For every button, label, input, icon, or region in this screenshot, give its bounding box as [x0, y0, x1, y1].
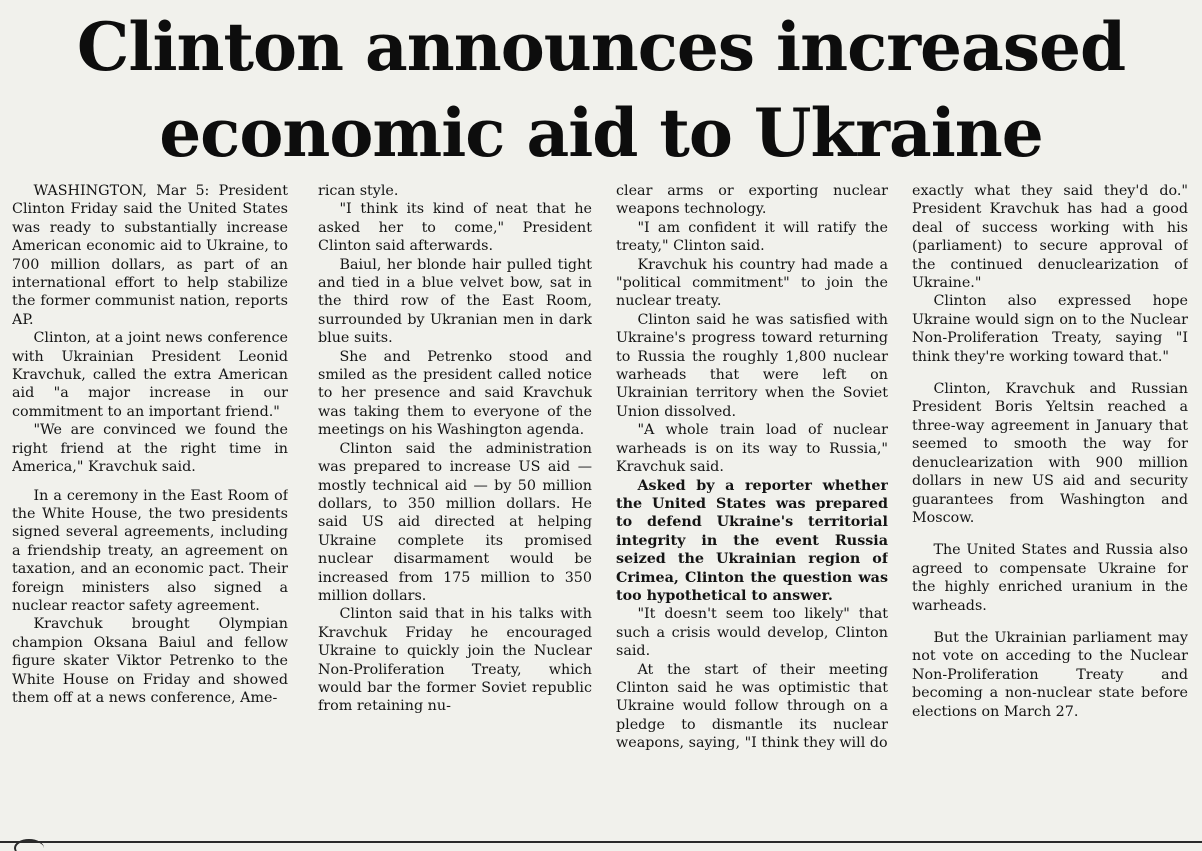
paragraph: Baiul, her blonde hair pulled tight and tied in a blue velvet bow, sat in the third row of the East Room, surrounded by Ukranian men in dark blue suits. [318, 256, 592, 347]
paragraph: exactly what they said they'd do." President Kravchuk has had a good deal of success working with his (parliament) to secure approval of the continued denuclearization of Ukraine." [912, 183, 1188, 292]
paragraph: Kravchuk brought Olympian champion Oksana Baiul and fellow figure skater Viktor Petrenko to the White House on Friday and showed them off at a news conference, Ame- [12, 616, 288, 706]
paragraph: clear arms or exporting nuclear weapons technology. [616, 183, 888, 218]
headline-line-2: economic aid to Ukraine [159, 94, 1043, 172]
paragraph: She and Petrenko stood and smiled as the president called notice to her presence and said Kravchuk was taking them to everyone of the meetings on his Washington agenda. [318, 348, 592, 439]
paragraph: Clinton said the administration was prepared to increase US aid — mostly technical aid — by 50 million dollars, to 350 million dollars. He said US aid directed at helping Ukraine complete its promised nuclear disarmament would be increased from 175 million to 350 million dollars. [318, 440, 592, 604]
paragraph: The United States and Russia also agreed to compensate Ukraine for the highly enriched uranium in the warheads. [912, 542, 1188, 614]
paragraph: "We are convinced we found the right friend at the right time in America," Kravchuk said. [12, 422, 288, 476]
bottom-border [0, 841, 1202, 843]
paragraph: Clinton said he was satisfied with Ukraine's progress toward returning to Russia the roughly 1,800 nuclear warheads that were left on Ukrainian territory when the Soviet Union dissolved. [616, 311, 888, 420]
paragraph: Clinton also expressed hope Ukraine would sign on to the Nuclear Non-Proliferation Treaty, saying "I think they're working toward that." [912, 293, 1188, 365]
paragraph: "I think its kind of neat that he asked her to come," President Clinton said afterwards. [318, 201, 592, 255]
paragraph: Clinton, at a joint news conference with Ukrainian President Leonid Kravchuk, called the extra American aid "a major increase in our commitment to an important friend." [12, 330, 288, 420]
paragraph: WASHINGTON, Mar 5: President Clinton Friday said the United States was ready to substantially increase American economic aid to Ukraine, to 700 million dollars, as part of an international effort to help stabilize the former communist nation, reports AP. [12, 183, 288, 328]
paragraph: But the Ukrainian parliament may not vote on acceding to the Nuclear Non-Proliferation Treaty and becoming a non-nuclear state before elections on March 27. [912, 629, 1188, 720]
paragraph: In a ceremony in the East Room of the White House, the two presidents signed several agreements, including a friendship treaty, an agreement on taxation, and an economic pact. Their foreign ministers also signed a nuclear reactor safety agreement. [12, 487, 288, 614]
paragraph: Asked by a reporter whether the United States was prepared to defend Ukraine's territorial integrity in the event Russia seized the Ukrainian region of Crimea, Clinton the question was too hypothetical to answer. [616, 477, 888, 604]
paragraph: At the start of their meeting Clinton said he was optimistic that Ukraine would follow through on a pledge to dismantle its nuclear weapons, saying, "I think they will do [616, 661, 888, 752]
corner-ornament [14, 839, 44, 851]
paragraph: Clinton, Kravchuk and Russian President Boris Yeltsin reached a three-way agreement in January that seemed to smooth the way for denuclearization with 900 million dollars in new US aid and security guarantees from Washington and Moscow. [912, 381, 1188, 526]
paragraph: "I am confident it will ratify the treaty," Clinton said. [616, 219, 888, 255]
paragraph: Clinton said that in his talks with Kravchuk Friday he encouraged Ukraine to quickly join the Nuclear Non-Proliferation Treaty, which would bar the former Soviet republic from retaining nu- [318, 606, 592, 715]
paragraph: rican style. [318, 183, 399, 199]
article-column-3 [616, 182, 888, 832]
headline [0, 4, 1202, 176]
paragraph: Kravchuk his country had made a "political commitment" to join the nuclear treaty. [616, 256, 888, 310]
article-column-2 [318, 182, 592, 832]
paragraph: "A whole train load of nuclear warheads is on its way to Russia," Kravchuk said. [616, 422, 888, 476]
article-column-4 [912, 182, 1188, 832]
paragraph: "It doesn't seem too likely" that such a crisis would develop, Clinton said. [616, 606, 888, 660]
article-column-1 [12, 182, 288, 832]
headline-line-1: Clinton announces increased [76, 8, 1126, 86]
